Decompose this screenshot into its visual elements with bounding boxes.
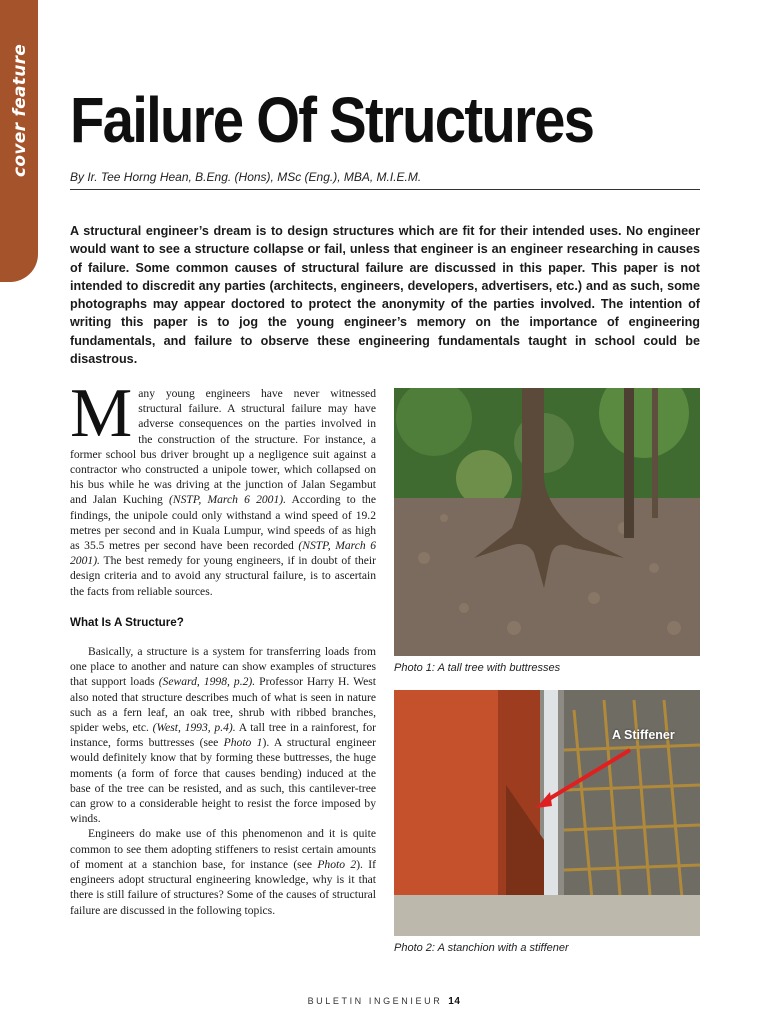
body-paragraph-2 bbox=[70, 644, 376, 826]
photo-reference: Photo 2 bbox=[317, 857, 357, 871]
body-text: any young engineers have never witnessed structural failure. A structural failure may have adverse consequences on the parties involved in the construction of the structure. For instance, a former school bus driver brought up a negligence suit against a contractor who constructed a unipole tower, which collapsed on his bus while he was driving at the junction of Jalan Segambut and Jalan Kuching bbox=[70, 387, 376, 507]
citation: (West, 1993, p.4). bbox=[152, 721, 236, 735]
dropcap: M bbox=[70, 375, 133, 452]
article-title: Failure Of Structures bbox=[70, 84, 594, 156]
body-paragraph-1 bbox=[70, 375, 376, 599]
body-text: ). A structural engineer would definitely know that by forming these buttresses, the huge moments (a form of force that causes bending) induced at the base of the tree can be resisted, and as such, this cantilever-tree can grow to a considerable height to resist the force imposed by winds. bbox=[70, 736, 376, 826]
body-text: Engineers do make use of this phenomenon and it is quite common to see them adopting stiffeners to resist certain amounts of moment at a stanchion base, for instance (see bbox=[70, 827, 376, 871]
body-paragraph-3 bbox=[70, 826, 376, 917]
intro-paragraph: A structural engineer’s dream is to design structures which are fit for their intended uses. No engineer would want to see a structure collapse or fail, unless that engineer is an engineer researching in causes of failure. Some common causes of structural failure are discussed in this paper. This paper is not intended to discredit any parties (architects, engineers, developers, advertisers, etc.) and as such, some photographs may appear doctored to protect the anonymity of the parties involved. The intention of writing this paper is to jog the young engineer’s memory on the importance of engineering fundamentals, and failure to observe these engineering fundamentals taught in school could be disastrous. bbox=[70, 224, 700, 367]
photo-tree-buttresses bbox=[394, 388, 700, 656]
body-text: The best remedy for young engineers, if in doubt of their design criteria and to avoid any structural failure, is to ascertain the facts from reliable sources. bbox=[70, 554, 376, 598]
page-number: 14 bbox=[448, 996, 461, 1007]
stiffener-label: A Stiffener bbox=[612, 728, 675, 742]
stanchion-illustration bbox=[394, 690, 700, 936]
section-heading: What Is A Structure? bbox=[70, 615, 184, 629]
title-rule bbox=[70, 189, 700, 190]
section-tab bbox=[0, 0, 38, 282]
photo-2-caption: Photo 2: A stanchion with a stiffener bbox=[394, 942, 569, 954]
photo-reference: Photo 1 bbox=[223, 736, 263, 750]
tree-illustration bbox=[394, 388, 700, 656]
body-text: ). If engineers adopt structural engineering knowledge, why is it that there is still failure of structures? Some of the causes of structural failure are discussed in the following topics. bbox=[70, 857, 377, 917]
body-text: According to the findings, the unipole could only withstand a wind speed of 19.2 metres per second and in Kuala Lumpur, wind speeds of as high as 35.5 metres per second have been recorded bbox=[70, 493, 376, 553]
body-text: A tall tree in a rainforest, for instance, forms buttresses (see bbox=[70, 721, 376, 750]
citation: (NSTP, March 6 2001). bbox=[168, 493, 287, 507]
page-footer bbox=[0, 996, 768, 1007]
body-text: Professor Harry H. West also noted that structure describes much of what is seen in nature such as a fern leaf, an oak tree, shrub with ribbed branches, spider webs, etc. bbox=[70, 675, 377, 735]
section-tab-label: cover feature bbox=[10, 43, 30, 177]
citation: (Seward, 1998, p.2). bbox=[158, 675, 256, 689]
citation: (NSTP, March 6 2001). bbox=[70, 539, 376, 568]
body-column bbox=[70, 375, 377, 918]
photo-stanchion-stiffener bbox=[394, 690, 700, 936]
body-text: Basically, a structure is a system for transferring loads from one place to another and nature can show examples of structures that support loads bbox=[70, 645, 376, 689]
byline: By Ir. Tee Horng Hean, B.Eng. (Hons), MSc (Eng.), MBA, M.I.E.M. bbox=[70, 170, 422, 184]
publication-name: BULETIN INGENIEUR bbox=[307, 996, 443, 1006]
photo-1-caption: Photo 1: A tall tree with buttresses bbox=[394, 662, 561, 674]
